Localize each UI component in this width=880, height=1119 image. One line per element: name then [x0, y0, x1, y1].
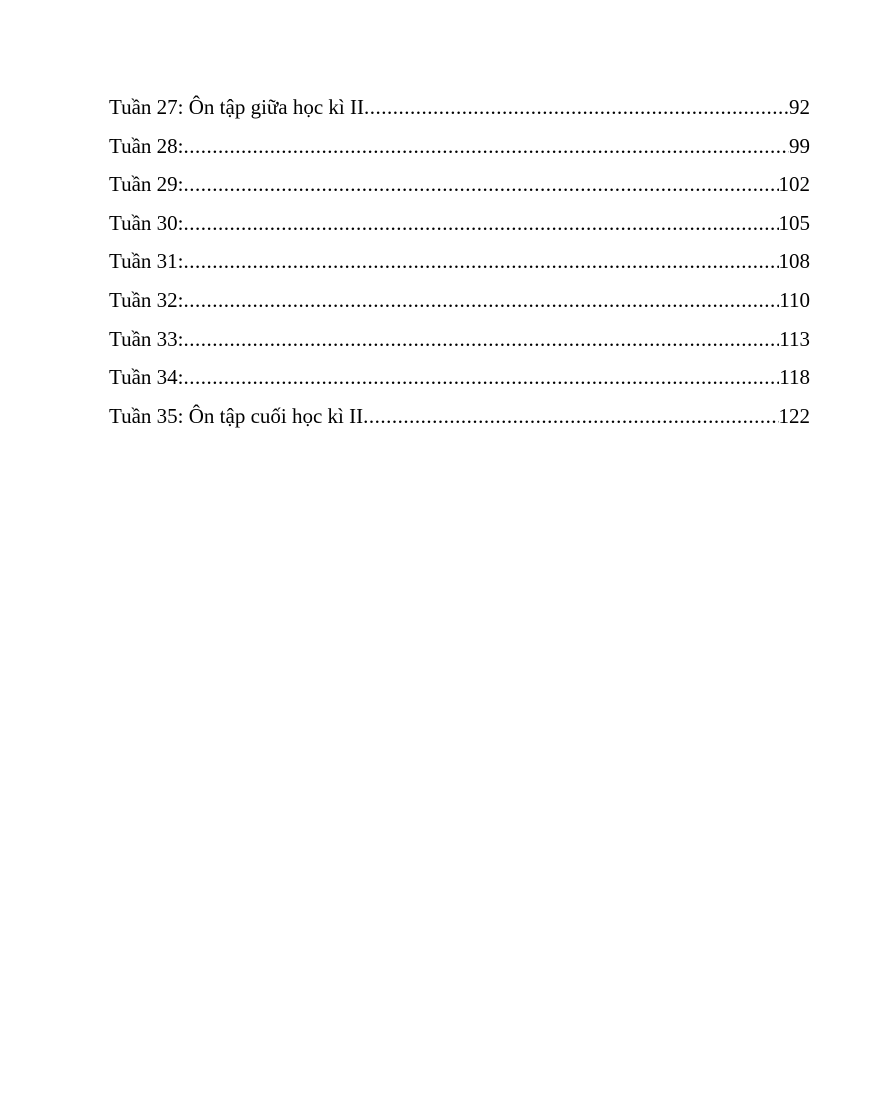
- toc-entry-label: Tuần 29:: [109, 172, 184, 197]
- toc-entry-week-29[interactable]: [109, 165, 810, 204]
- toc-dot-leader: [364, 88, 789, 127]
- toc-page-number: 110: [779, 287, 810, 312]
- toc-page-number: 113: [779, 326, 810, 351]
- toc-entry-label: Tuần 30:: [109, 210, 184, 235]
- toc-page-number: 108: [778, 249, 810, 274]
- toc-entry-week-31[interactable]: [109, 242, 810, 281]
- toc-dot-leader: [363, 397, 778, 436]
- toc-page-number: 99: [789, 133, 810, 158]
- toc-entry-week-33[interactable]: [109, 320, 810, 359]
- toc-dot-leader: [184, 242, 779, 281]
- toc-page-number: 105: [778, 210, 810, 235]
- toc-entry-week-27[interactable]: [109, 88, 810, 127]
- toc-entry-label: Tuần 27: Ôn tập giữa học kì II: [109, 95, 364, 119]
- toc-page-number: 122: [778, 403, 810, 428]
- toc-entry-week-30[interactable]: [109, 204, 810, 243]
- toc-entry-week-32[interactable]: [109, 281, 810, 320]
- toc-entry-label: Tuần 28:: [109, 133, 184, 158]
- toc-entry-label: Tuần 32:: [109, 287, 184, 312]
- toc-entry-label: Tuần 35: Ôn tập cuối học kì II: [109, 403, 364, 428]
- toc-dot-leader: [184, 320, 780, 359]
- toc-page-number: 102: [778, 172, 810, 197]
- toc-dot-leader: [184, 281, 780, 320]
- toc-dot-leader: [184, 165, 779, 204]
- toc-entry-week-28[interactable]: [109, 127, 810, 166]
- toc-entry-label: Tuần 31:: [109, 249, 184, 274]
- toc-entry-week-34[interactable]: [109, 358, 810, 397]
- toc-dot-leader: [184, 204, 779, 243]
- toc-dot-leader: [184, 127, 790, 166]
- toc-entry-label: Tuần 33:: [109, 326, 184, 351]
- toc-entry-label: Tuần 34:: [109, 365, 184, 390]
- toc-page-number: 118: [779, 365, 810, 390]
- toc-entry-week-35[interactable]: [109, 397, 810, 436]
- toc-dot-leader: [184, 358, 780, 397]
- table-of-contents: [109, 88, 810, 435]
- toc-page-number: 92: [789, 95, 810, 119]
